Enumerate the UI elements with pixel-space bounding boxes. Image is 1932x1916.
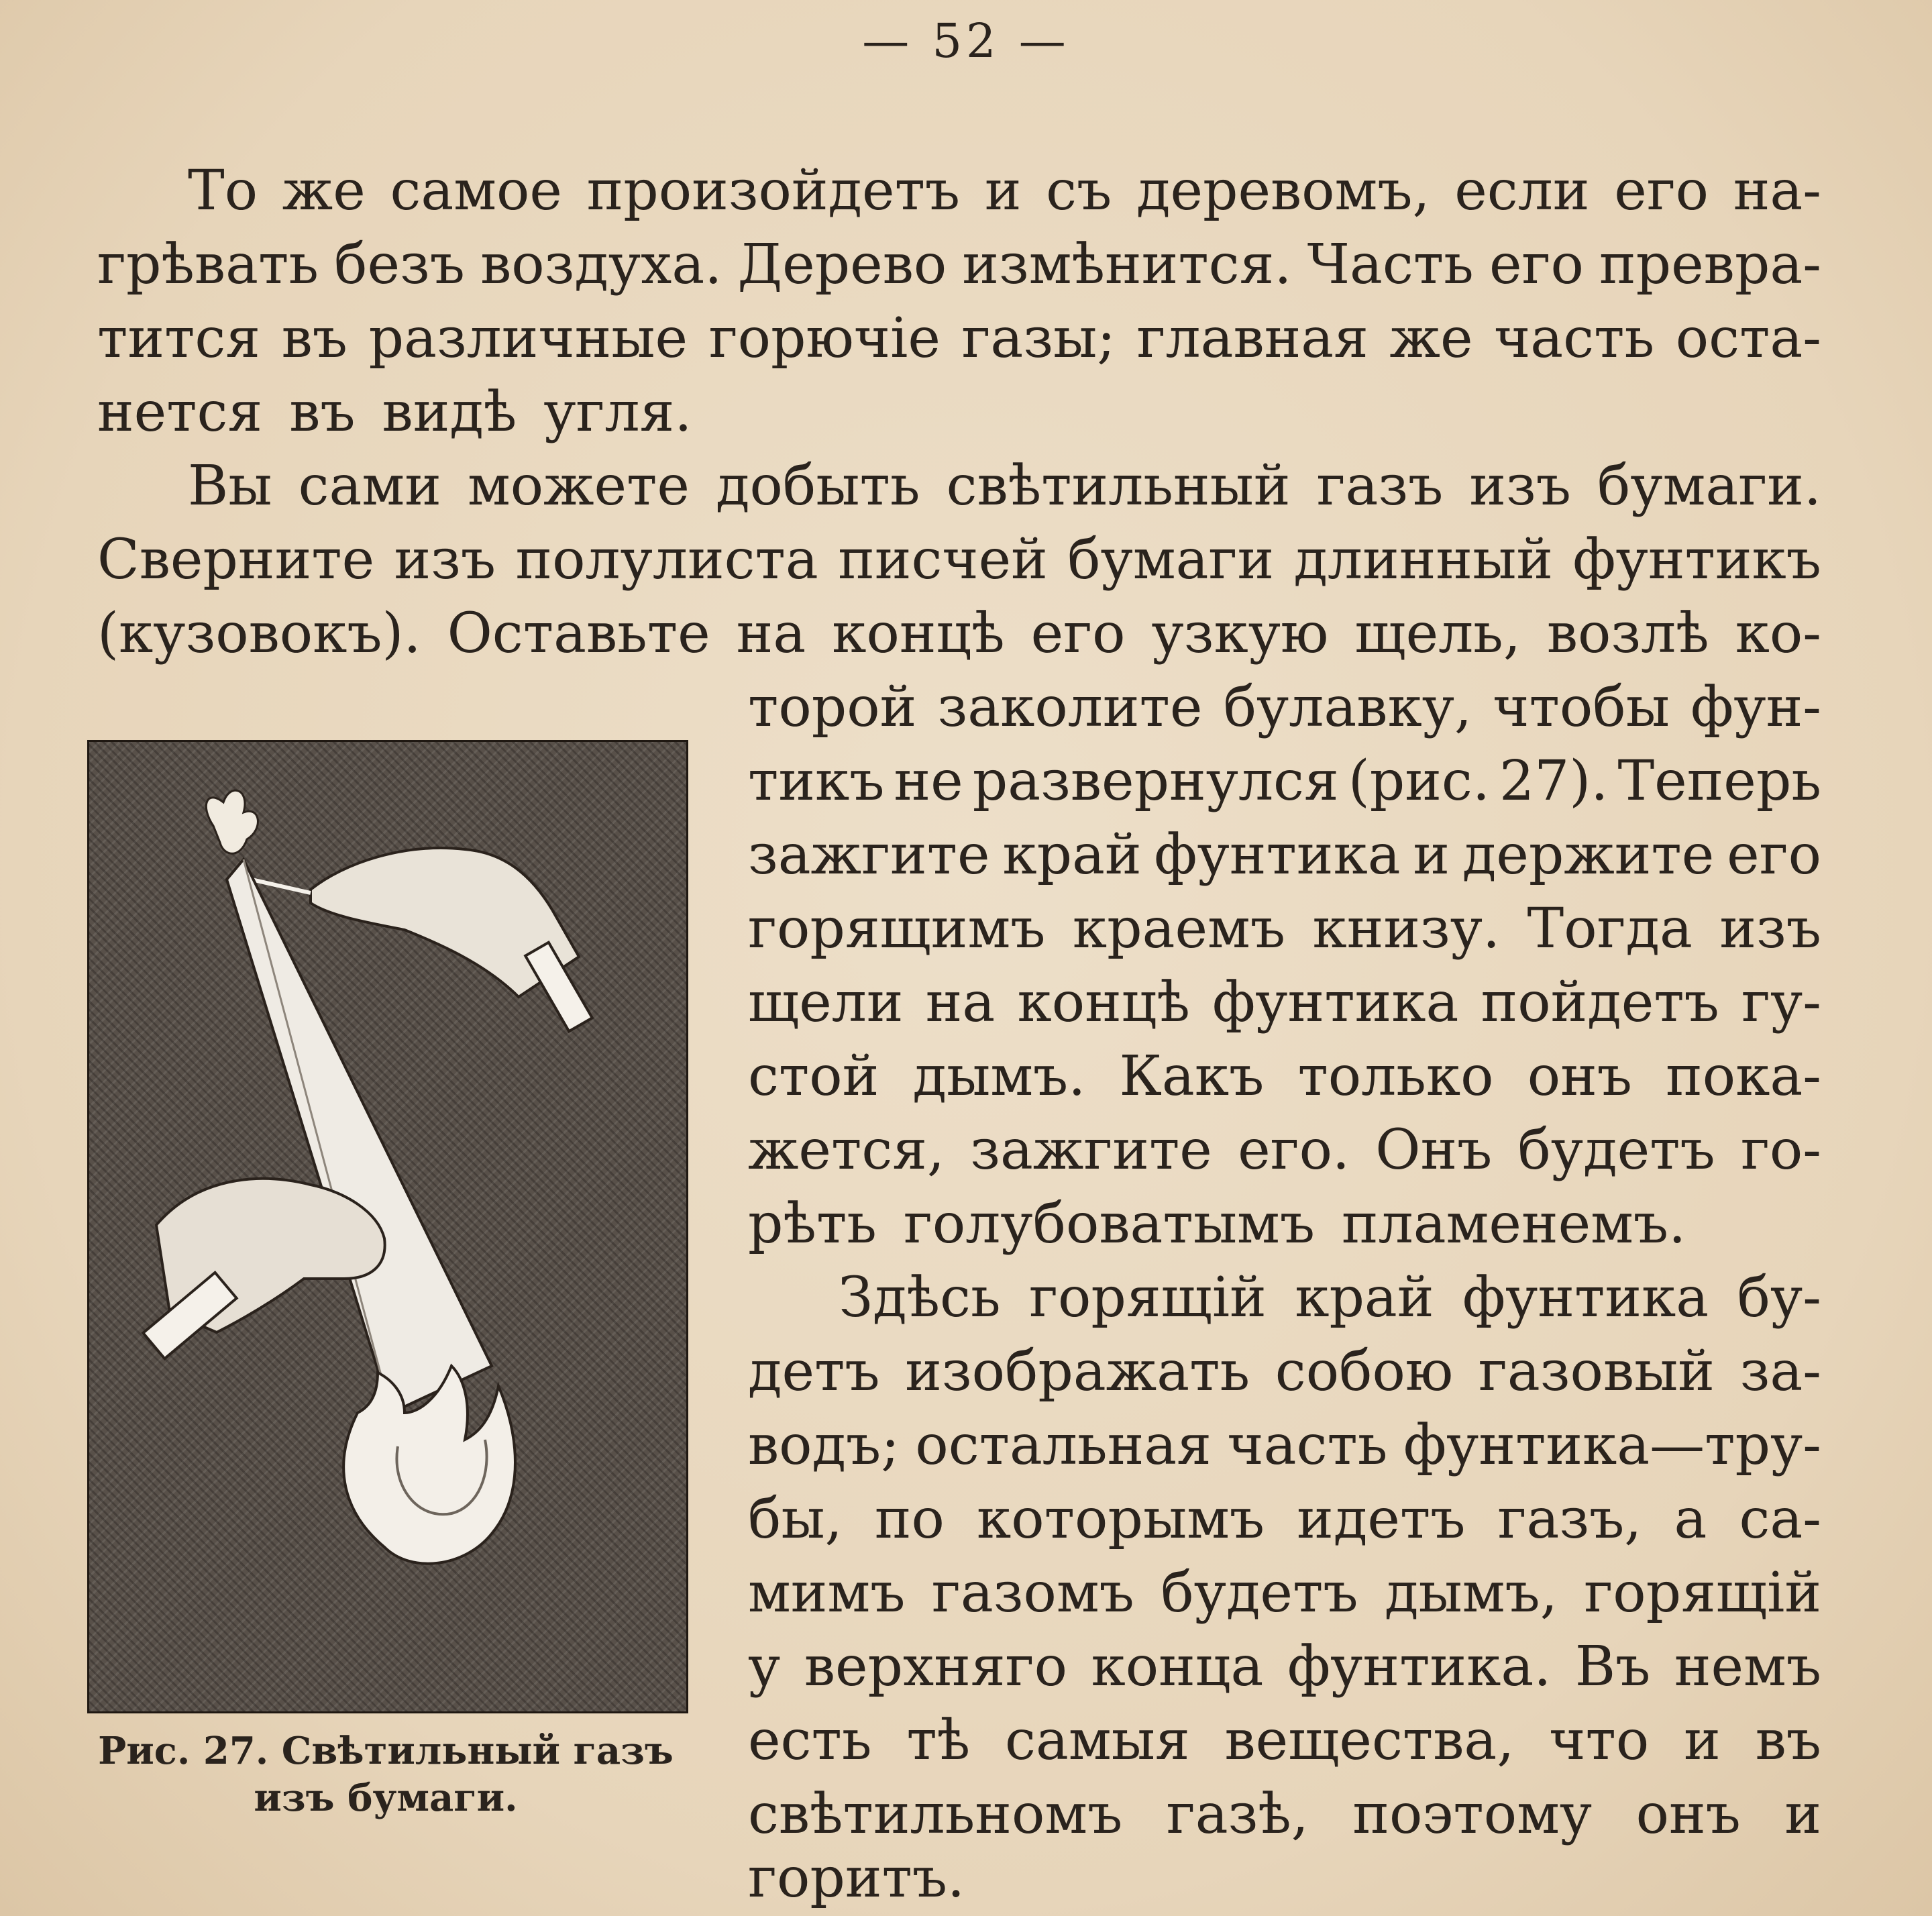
word: зажгите: [970, 1118, 1212, 1182]
word: на: [736, 602, 806, 666]
word: измѣнится.: [962, 233, 1292, 297]
word: фунтика: [1462, 1266, 1709, 1330]
word: видѣ: [382, 380, 517, 444]
word: не: [894, 749, 963, 813]
word: Вы: [188, 454, 272, 518]
word: изображать: [905, 1340, 1250, 1403]
word: въ: [289, 380, 356, 444]
word: развернулся: [972, 749, 1339, 813]
text-line: [748, 1412, 1821, 1479]
word: дымъ,: [1385, 1561, 1558, 1625]
word: Онъ: [1375, 1118, 1493, 1182]
word: книзу.: [1312, 897, 1501, 961]
text-line: [748, 1845, 1821, 1912]
text-line: [97, 379, 1821, 446]
word: у: [748, 1635, 781, 1699]
word: 27).: [1499, 749, 1609, 813]
word: горитъ.: [748, 1846, 965, 1910]
word: немъ: [1674, 1635, 1821, 1699]
word: Здѣсь: [839, 1266, 1001, 1330]
word: щель,: [1354, 602, 1521, 666]
word: край: [1002, 823, 1142, 887]
word: идетъ: [1297, 1487, 1466, 1551]
word: детъ: [748, 1340, 880, 1403]
word: есть: [748, 1709, 872, 1772]
word: газовый: [1478, 1340, 1715, 1403]
word: и: [1413, 823, 1450, 887]
word: деревомъ,: [1136, 159, 1430, 223]
word: произойдетъ: [586, 159, 961, 223]
paper-cone-illustration: [89, 742, 686, 1711]
word: его: [1727, 823, 1821, 887]
word: различные: [368, 307, 688, 370]
word: газы;: [961, 307, 1116, 370]
word: онъ: [1635, 1782, 1741, 1846]
word: жется,: [748, 1118, 945, 1182]
word: тѣ: [906, 1709, 971, 1772]
figure-caption-line-2: изъ бумаги.: [254, 1776, 518, 1820]
word: оста-: [1675, 307, 1821, 370]
word: фун-: [1690, 676, 1821, 739]
word: мимъ: [748, 1561, 906, 1625]
word: газъ: [1316, 454, 1444, 518]
word: верхняго: [804, 1635, 1067, 1699]
word: бумаги: [1067, 528, 1275, 592]
word: го-: [1740, 1118, 1821, 1182]
word: онъ: [1527, 1045, 1632, 1108]
word: бы,: [748, 1487, 843, 1551]
word: воздуха.: [480, 233, 722, 297]
text-line: [748, 896, 1821, 963]
text-line: [748, 1117, 1821, 1184]
text-line: [748, 1486, 1821, 1553]
word: за-: [1739, 1340, 1821, 1403]
word: концѣ: [832, 602, 1005, 666]
word: собою: [1275, 1340, 1454, 1403]
text-line: [748, 1707, 1821, 1774]
text-line: [748, 748, 1821, 815]
word: (рис.: [1348, 749, 1490, 813]
word: пламенемъ.: [1342, 1192, 1686, 1256]
word: водъ;: [748, 1414, 900, 1477]
word: его: [1489, 233, 1584, 297]
word: Сверните: [97, 528, 375, 592]
word: фунтикъ: [1572, 528, 1821, 592]
word: безъ: [334, 233, 465, 297]
word: пойдетъ: [1481, 971, 1719, 1034]
word: часть: [1494, 307, 1655, 370]
word: можете: [467, 454, 690, 518]
word: стой: [748, 1045, 879, 1108]
word: Оставьте: [447, 602, 710, 666]
word: торой: [748, 676, 917, 739]
word: заколите: [937, 676, 1203, 739]
word: поэтому: [1352, 1782, 1593, 1846]
word: изъ: [1719, 897, 1821, 961]
figure-27-engraving: [87, 740, 688, 1713]
word: угля.: [543, 380, 692, 444]
word: гу-: [1741, 971, 1821, 1034]
word: узкую: [1151, 602, 1329, 666]
text-line: [748, 1560, 1821, 1627]
word: фунтика.: [1287, 1635, 1552, 1699]
word: его: [1614, 159, 1709, 223]
text-line: [748, 1191, 1821, 1258]
word: и: [984, 159, 1022, 223]
word: (кузовокъ).: [97, 602, 421, 666]
word: же: [1389, 307, 1473, 370]
word: которымъ: [976, 1487, 1265, 1551]
text-line: [748, 969, 1821, 1036]
word: Какъ: [1119, 1045, 1265, 1108]
word: длинный: [1293, 528, 1553, 592]
word: чтобы: [1493, 676, 1670, 739]
word: часть: [1227, 1414, 1388, 1477]
text-line: [188, 158, 1821, 225]
word: рѣть: [748, 1192, 877, 1256]
text-line: [748, 1043, 1821, 1110]
word: если: [1454, 159, 1590, 223]
word: превра-: [1599, 233, 1821, 297]
word: въ: [281, 307, 347, 370]
word: бу-: [1737, 1266, 1821, 1330]
word: тикъ: [748, 749, 885, 813]
word: изъ: [394, 528, 496, 592]
word: его.: [1238, 1118, 1350, 1182]
text-line: [839, 1265, 1821, 1332]
word: въ: [1755, 1709, 1821, 1772]
word: фунтика: [1212, 971, 1459, 1034]
word: только: [1297, 1045, 1494, 1108]
text-line: [97, 305, 1821, 372]
word: по: [874, 1487, 945, 1551]
word: же: [282, 159, 366, 223]
text-line: [748, 1338, 1821, 1405]
text-line: [748, 674, 1821, 741]
word: держите: [1462, 823, 1715, 887]
word: фунтика—тру-: [1403, 1414, 1821, 1477]
text-line: [97, 600, 1821, 668]
word: газъ,: [1497, 1487, 1642, 1551]
word: бумаги.: [1597, 454, 1821, 518]
word: зажгите: [748, 823, 990, 887]
word: дымъ.: [912, 1045, 1086, 1108]
word: его: [1030, 602, 1126, 666]
word: сами: [298, 454, 441, 518]
word: добыть: [716, 454, 920, 518]
word: горящимъ: [748, 897, 1046, 961]
word: возлѣ: [1546, 602, 1709, 666]
word: главная: [1136, 307, 1368, 370]
word: конца: [1091, 1635, 1264, 1699]
text-line: [748, 1781, 1821, 1848]
word: тится: [97, 307, 261, 370]
word: и: [1784, 1782, 1821, 1846]
word: вещества,: [1224, 1709, 1515, 1772]
page-number: — 52 —: [862, 13, 1070, 68]
word: писчей: [838, 528, 1048, 592]
word: Часть: [1307, 233, 1474, 297]
word: что: [1549, 1709, 1650, 1772]
word: а: [1674, 1487, 1707, 1551]
word: горящій: [1029, 1266, 1267, 1330]
word: пока-: [1666, 1045, 1821, 1108]
word: газомъ: [931, 1561, 1134, 1625]
word: будетъ: [1517, 1118, 1715, 1182]
text-line: [748, 1634, 1821, 1701]
figure-caption-line-1: Рис. 27. Свѣтильный газъ: [98, 1729, 674, 1773]
word: на-: [1733, 159, 1821, 223]
word: свѣтильный: [946, 454, 1291, 518]
word: будетъ: [1161, 1561, 1358, 1625]
word: полулиста: [515, 528, 818, 592]
smoke-wisp: [206, 790, 258, 853]
text-line: [748, 822, 1821, 889]
word: грѣвать: [97, 233, 319, 297]
word: самое: [390, 159, 562, 223]
word: и: [1684, 1709, 1721, 1772]
word: на: [925, 971, 996, 1034]
word: концѣ: [1017, 971, 1190, 1034]
word: ко-: [1735, 602, 1821, 666]
word: нется: [97, 380, 263, 444]
word: съ: [1046, 159, 1112, 223]
word: край: [1295, 1266, 1434, 1330]
word: горящій: [1584, 1561, 1821, 1625]
word: остальная: [915, 1414, 1212, 1477]
word: са-: [1739, 1487, 1821, 1551]
word: самыя: [1005, 1709, 1190, 1772]
word: изъ: [1469, 454, 1571, 518]
word: краемъ: [1072, 897, 1285, 961]
text-line: [97, 527, 1821, 594]
word: свѣтильномъ: [748, 1782, 1123, 1846]
word: Дерево: [737, 233, 947, 297]
word: Въ: [1574, 1635, 1651, 1699]
word: Теперь: [1617, 749, 1821, 813]
word: Тогда: [1527, 897, 1693, 961]
word: щели: [748, 971, 904, 1034]
word: То: [188, 159, 258, 223]
text-line: [188, 453, 1821, 520]
word: фунтика: [1154, 823, 1401, 887]
text-line: [97, 231, 1821, 299]
word: булавку,: [1223, 676, 1472, 739]
word: газѣ,: [1166, 1782, 1309, 1846]
word: горючіе: [708, 307, 941, 370]
word: голубоватымъ: [903, 1192, 1315, 1256]
